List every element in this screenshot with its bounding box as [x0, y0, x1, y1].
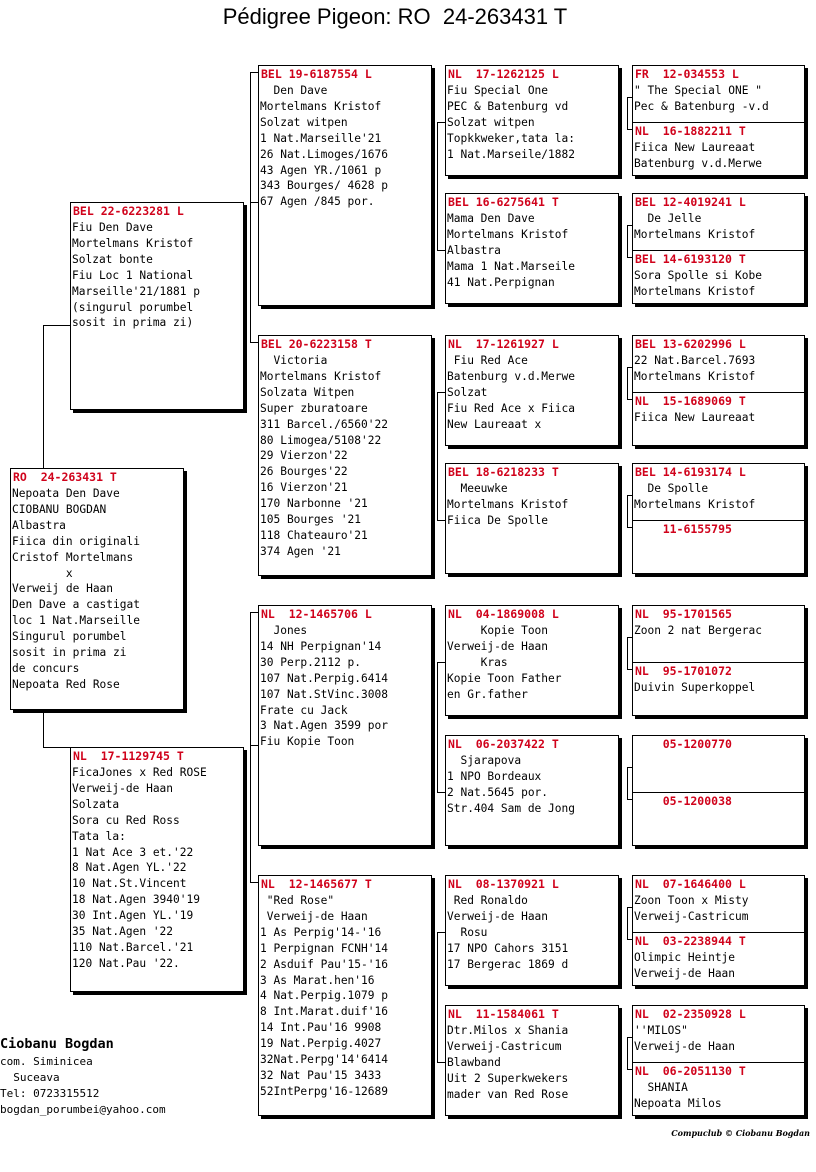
breeder-email: bogdan_porumbei@yahoo.com	[0, 1103, 166, 1116]
pedigree-line: 8 Nat.Agen YL.'22	[72, 861, 187, 875]
pedigree-line: Mortelmans Kristof	[260, 369, 382, 383]
pedigree-line: 107 Nat.Perpig.6414	[260, 671, 388, 685]
great-great-grandparent-entry	[633, 876, 804, 931]
pedigree-line: 52IntPerpg'16-12689	[260, 1084, 388, 1098]
pedigree-line: Kopie Toon Father	[447, 671, 562, 685]
great-great-grandparent-entry	[633, 662, 804, 716]
pedigree-line: 18 Nat.Agen 3940'19	[72, 893, 200, 907]
great-great-grandparent-entry	[633, 606, 804, 661]
pedigree-line: Fiu Red Ace	[447, 354, 528, 367]
pedigree-line: 120 Nat.Pau '22.	[72, 956, 180, 970]
connector-line	[627, 225, 628, 257]
pedigree-line: Den Dave	[260, 84, 328, 97]
pedigree-line: Marseille'21/1881 p	[72, 284, 200, 298]
connector-line	[437, 250, 445, 251]
connector-line	[250, 745, 258, 746]
great-great-grandparent-entry	[633, 736, 804, 791]
pedigree-line: 374 Agen '21	[260, 544, 341, 558]
connector-line	[627, 495, 628, 527]
great-great-grandparents-pair	[632, 65, 805, 176]
connector-line	[250, 202, 258, 203]
ring-number: RO 24-263431 T	[13, 470, 117, 484]
pedigree-line: Mortelmans Kristof	[72, 236, 194, 250]
pedigree-line: 32Nat.Perpg'14'6414	[260, 1053, 388, 1067]
pedigree-line: 30 Int.Agen YL.'19	[72, 909, 194, 923]
pedigree-line: 8 Int.Marat.duif'16	[260, 1005, 388, 1019]
connector-line	[43, 325, 70, 326]
great-great-grandparents-pair	[632, 735, 805, 846]
connector-line	[250, 882, 258, 883]
pedigree-line: Mortelmans Kristof	[634, 497, 756, 511]
pedigree-line: Sora Spolle si Kobe	[634, 269, 762, 282]
ring-number: NL 11-1584061 T	[448, 1007, 559, 1021]
pedigree-line: Batenburg v.d.Merwe	[634, 156, 762, 170]
ring-number: BEL 19-6187554 L	[261, 67, 372, 81]
pedigree-line: Nepoata Red Rose	[12, 677, 120, 691]
pedigree-line: 10 Nat.St.Vincent	[72, 877, 187, 891]
pedigree-line: Duivin Superkoppel	[634, 681, 756, 694]
pedigree-line: SHANIA	[634, 1081, 688, 1094]
great-grandparent-card	[445, 875, 619, 986]
great-grandparent-card	[445, 463, 619, 574]
pedigree-line: Sjarapova	[447, 754, 522, 767]
sire-card	[70, 202, 244, 410]
pedigree-line: Fiu Loc 1 National	[72, 268, 194, 282]
pedigree-line: mader van Red Rose	[447, 1087, 569, 1101]
pedigree-line: Verweij-Castricum	[447, 1039, 562, 1053]
ring-number: NL 07-1646400 L	[635, 877, 746, 891]
pedigree-line: Kras	[447, 655, 508, 669]
pedigree-line: Albastra	[447, 243, 501, 257]
pedigree-line: Meeuwke	[447, 482, 508, 495]
pedigree-line: Olimpic Heintje	[634, 951, 736, 964]
great-great-grandparent-entry	[633, 520, 804, 574]
pedigree-line: Uit 2 Superkwekers	[447, 1071, 569, 1085]
ring-number: NL 17-1261927 L	[448, 337, 559, 351]
connector-line	[250, 612, 258, 613]
pedigree-line: Nepoata Milos	[634, 1096, 722, 1110]
pedigree-line: 30 Perp.2112 p.	[260, 655, 362, 669]
pedigree-line: 17 Bergerac 1869 d	[447, 957, 569, 971]
pedigree-line: Super zburatoare	[260, 401, 368, 415]
ring-number: NL 12-1465706 L	[261, 607, 372, 621]
pedigree-line: 118 Chateauro'21	[260, 528, 368, 542]
pedigree-line: 29 Vierzon'22	[260, 449, 348, 463]
connector-line	[250, 72, 251, 342]
great-great-grandparents-pair	[632, 605, 805, 716]
pedigree-line: Victoria	[260, 354, 328, 367]
pedigree-line: FicaJones x Red ROSE	[72, 766, 207, 779]
pedigree-line: Mortelmans Kristof	[260, 99, 382, 113]
connector-line	[437, 122, 445, 123]
pedigree-line: 19 Nat.Perpig.4027	[260, 1037, 382, 1051]
ring-number: NL 95-1701565	[635, 607, 732, 621]
pedigree-line: De Jelle	[634, 212, 702, 225]
pedigree-line: 3 As Marat.hen'16	[260, 973, 375, 987]
pedigree-line: 80 Limogea/5108'22	[260, 433, 382, 447]
pedigree-line: 2 Nat.5645 por.	[447, 785, 549, 799]
ring-number: NL 02-2350928 L	[635, 1007, 746, 1021]
pedigree-line: sosit in prima zi)	[72, 316, 194, 330]
pedigree-line: Mortelmans Kristof	[447, 227, 569, 241]
connector-line	[43, 325, 44, 468]
pedigree-line: 22 Nat.Barcel.7693	[634, 354, 756, 367]
pedigree-line: x	[12, 566, 73, 580]
ring-number: BEL 16-6275641 T	[448, 195, 559, 209]
pedigree-line: Verweij de Haan	[12, 582, 114, 596]
pedigree-line: Sora cu Red Ross	[72, 813, 180, 827]
pedigree-line: Pec & Batenburg -v.d	[634, 99, 769, 113]
connector-line	[437, 932, 445, 933]
pedigree-line: 41 Nat.Perpignan	[447, 275, 555, 289]
great-great-grandparent-entry	[633, 932, 804, 986]
pedigree-line: Verweij-de Haan	[634, 1039, 736, 1053]
pedigree-line: Solzat witpen	[447, 115, 535, 129]
ring-number: NL 03-2238944 T	[635, 934, 746, 948]
pedigree-line: 3 Nat.Agen 3599 por	[260, 719, 388, 733]
grandparent-card	[258, 335, 432, 576]
great-grandparent-card	[445, 735, 619, 846]
pedigree-line: 1 NPO Bordeaux	[447, 769, 542, 783]
connector-line	[437, 662, 438, 792]
connector-line	[627, 907, 628, 939]
pedigree-line: 105 Bourges '21	[260, 513, 362, 527]
great-great-grandparent-entry	[633, 122, 804, 176]
pedigree-line: 1 Nat Ace 3 et.'22	[72, 845, 194, 859]
connector-line	[437, 122, 438, 250]
pedigree-line: Verweij-Castricum	[634, 909, 749, 923]
ring-number: BEL 22-6223281 L	[73, 204, 184, 218]
pedigree-line: Cristof Mortelmans	[12, 550, 134, 564]
connector-line	[437, 1062, 445, 1063]
ring-number: NL 15-1689069 T	[635, 394, 746, 408]
great-great-grandparents-pair	[632, 335, 805, 446]
pedigree-line: Zoon 2 nat Bergerac	[634, 624, 762, 637]
ring-number: NL 06-2051130 T	[635, 1064, 746, 1078]
pedigree-line: Solzat bonte	[72, 252, 153, 266]
pedigree-line: Tata la:	[72, 829, 126, 843]
connector-line	[437, 520, 445, 521]
ring-number: BEL 18-6218233 T	[448, 465, 559, 479]
pedigree-line: Solzata	[72, 797, 120, 811]
pedigree-line: Topkkweker,tata la:	[447, 131, 575, 145]
ring-number: NL 17-1262125 L	[448, 67, 559, 81]
pedigree-line: 343 Bourges/ 4628 p	[260, 179, 388, 193]
connector-line	[43, 712, 44, 747]
great-great-grandparent-entry	[633, 336, 804, 391]
pedigree-line: sosit in prima zi	[12, 646, 127, 660]
pedigree-line: Solzat	[447, 385, 488, 399]
pedigree-line: Batenburg v.d.Merwe	[447, 369, 575, 383]
pedigree-line: Dtr.Milos x Shania	[447, 1024, 569, 1037]
pedigree-line: Mortelmans Kristof	[447, 497, 569, 511]
pedigree-line: Fiica New Laureaat	[634, 411, 756, 424]
connector-line	[437, 662, 445, 663]
pedigree-line: Fiica New Laureaat	[634, 141, 756, 154]
grandparent-card	[258, 875, 432, 1116]
breeder-name: Ciobanu Bogdan	[0, 1036, 114, 1052]
pedigree-line: 110 Nat.Barcel.'21	[72, 940, 194, 954]
pedigree-line: de concurs	[12, 661, 80, 675]
ring-number: 11-6155795	[635, 522, 732, 536]
pedigree-line: en Gr.father	[447, 687, 528, 701]
great-great-grandparent-entry	[633, 1062, 804, 1116]
pedigree-line: 2 Asduif Pau'15-'16	[260, 957, 388, 971]
connector-line	[437, 392, 438, 520]
pedigree-line: Mortelmans Kristof	[634, 369, 756, 383]
pedigree-line: Rosu	[447, 925, 488, 939]
pedigree-line: Verweij-de Haan	[447, 909, 549, 923]
ring-number: 05-1200038	[635, 794, 732, 808]
ring-number: FR 12-034553 L	[635, 67, 739, 81]
pedigree-line: " The Special ONE "	[634, 84, 762, 97]
breeder-phone: Tel: 0723315512	[0, 1087, 100, 1100]
pedigree-line: 17 NPO Cahors 3151	[447, 941, 569, 955]
connector-line	[627, 767, 628, 799]
connector-line	[437, 932, 438, 1062]
connector-line	[627, 97, 628, 129]
pedigree-line: Nepoata Den Dave	[12, 487, 120, 500]
ring-number: BEL 14-6193120 T	[635, 252, 746, 266]
pedigree-line: Singurul porumbel	[12, 630, 127, 644]
great-grandparent-card	[445, 605, 619, 716]
pedigree-line: 43 Agen YR./1061 p	[260, 163, 382, 177]
pedigree-line: 26 Bourges'22	[260, 465, 348, 479]
pedigree-line: Solzata Witpen	[260, 385, 355, 399]
ring-number: BEL 14-6193174 L	[635, 465, 746, 479]
pedigree-line: Jones	[260, 624, 308, 637]
great-great-grandparent-entry	[633, 66, 804, 121]
great-great-grandparent-entry	[633, 792, 804, 846]
breeder-address-2: Suceava	[0, 1071, 60, 1084]
pedigree-line: Fiu Special One	[447, 84, 549, 97]
pedigree-line: 170 Narbonne '21	[260, 497, 368, 511]
pedigree-line: Solzat witpen	[260, 115, 348, 129]
pedigree-line: 67 Agen /845 por.	[260, 195, 375, 209]
ring-number: NL 17-1129745 T	[73, 749, 184, 763]
pedigree-line: 4 Nat.Perpig.1079 p	[260, 989, 388, 1003]
great-grandparent-card	[445, 65, 619, 176]
pedigree-line: Blawband	[447, 1055, 501, 1069]
connector-line	[437, 392, 445, 393]
connector-line	[627, 1037, 628, 1069]
great-great-grandparent-entry	[633, 250, 804, 304]
pedigree-line: De Spolle	[634, 482, 709, 495]
ring-number: NL 08-1370921 L	[448, 877, 559, 891]
pedigree-line: Mortelmans Kristof	[634, 284, 756, 298]
great-great-grandparent-entry	[633, 1006, 804, 1061]
pedigree-line: New Laureaat x	[447, 417, 542, 431]
pedigree-line: Verweij-de Haan	[634, 966, 736, 980]
pedigree-line: 26 Nat.Limoges/1676	[260, 147, 388, 161]
pedigree-line: Fiu Den Dave	[72, 221, 153, 234]
pedigree-line: loc 1 Nat.Marseille	[12, 614, 140, 628]
pedigree-line: 1 Nat.Marseile/1882	[447, 147, 575, 161]
pedigree-line: Verweij-de Haan	[260, 909, 368, 923]
great-great-grandparents-pair	[632, 193, 805, 304]
great-great-grandparent-entry	[633, 464, 804, 519]
pedigree-line: Str.404 Sam de Jong	[447, 801, 575, 815]
pedigree-line: Fiica din originali	[12, 534, 140, 548]
pedigree-line: Red Ronaldo	[447, 894, 528, 907]
pedigree-line: Mortelmans Kristof	[634, 227, 756, 241]
pedigree-line: CIOBANU BOGDAN	[12, 502, 107, 516]
great-great-grandparent-entry	[633, 194, 804, 249]
pedigree-line: Verweij-de Haan	[72, 781, 174, 795]
breeder-info	[0, 1034, 166, 1118]
pedigree-line: "Red Rose"	[260, 894, 335, 907]
grandparent-card	[258, 605, 432, 846]
ring-number: 05-1200770	[635, 737, 732, 751]
connector-line	[43, 747, 70, 748]
pedigree-line: Fiu Kopie Toon	[260, 735, 355, 749]
connector-line	[627, 637, 628, 669]
pedigree-line: PEC & Batenburg vd	[447, 99, 569, 113]
pedigree-line: (singurul porumbel	[72, 300, 194, 314]
page-title: Pédigree Pigeon: RO 24-263431 T	[222, 4, 568, 29]
pedigree-line: Kopie Toon	[447, 624, 549, 637]
ring-number: BEL 20-6223158 T	[261, 337, 372, 351]
pedigree-line: ''MILOS"	[634, 1024, 688, 1037]
ring-number: NL 12-1465677 T	[261, 877, 372, 891]
connector-line	[627, 367, 628, 399]
pedigree-line: 1 As Perpig'14-'16	[260, 925, 382, 939]
pedigree-line: 32 Nat Pau'15 3433	[260, 1068, 382, 1082]
pedigree-line: 16 Vierzon'21	[260, 481, 348, 495]
pedigree-line: Frate cu Jack	[260, 703, 348, 717]
ring-number: NL 16-1882211 T	[635, 124, 746, 138]
great-great-grandparents-pair	[632, 875, 805, 986]
pedigree-line: Zoon Toon x Misty	[634, 894, 749, 907]
software-credit: Compuclub © Ciobanu Bogdan	[671, 1128, 810, 1138]
pedigree-line: 1 Perpignan FCNH'14	[260, 941, 388, 955]
connector-line	[250, 342, 258, 343]
pedigree-line: 14 Int.Pau'16 9908	[260, 1021, 382, 1035]
pedigree-line: Mama 1 Nat.Marseile	[447, 259, 575, 273]
ring-number: BEL 13-6202996 L	[635, 337, 746, 351]
pedigree-line: 107 Nat.StVinc.3008	[260, 687, 388, 701]
pedigree-line: Verweij-de Haan	[447, 639, 549, 653]
pedigree-line: Fiica De Spolle	[447, 513, 549, 527]
pedigree-line: Den Dave a castigat	[12, 598, 140, 612]
pedigree-line: Mama Den Dave	[447, 212, 535, 225]
great-grandparent-card	[445, 193, 619, 304]
great-grandparent-card	[445, 335, 619, 446]
pedigree-line: 311 Barcel./6560'22	[260, 417, 388, 431]
connector-line	[250, 612, 251, 882]
dam-card	[70, 747, 244, 992]
subject-pigeon-card	[10, 468, 184, 710]
ring-number: NL 95-1701072	[635, 664, 732, 678]
pedigree-line: Fiu Red Ace x Fiica	[447, 401, 575, 415]
pedigree-line: 35 Nat.Agen '22	[72, 925, 174, 939]
pedigree-line: Albastra	[12, 518, 66, 532]
ring-number: BEL 12-4019241 L	[635, 195, 746, 209]
pedigree-line: 1 Nat.Marseille'21	[260, 131, 382, 145]
connector-line	[250, 72, 258, 73]
great-great-grandparents-pair	[632, 1005, 805, 1116]
ring-number: NL 06-2037422 T	[448, 737, 559, 751]
great-grandparent-card	[445, 1005, 619, 1116]
breeder-address-1: com. Siminicea	[0, 1055, 93, 1068]
ring-number: NL 04-1869008 L	[448, 607, 559, 621]
grandparent-card	[258, 65, 432, 306]
connector-line	[437, 792, 445, 793]
pedigree-line: 14 NH Perpignan'14	[260, 639, 382, 653]
great-great-grandparents-pair	[632, 463, 805, 574]
great-great-grandparent-entry	[633, 392, 804, 446]
